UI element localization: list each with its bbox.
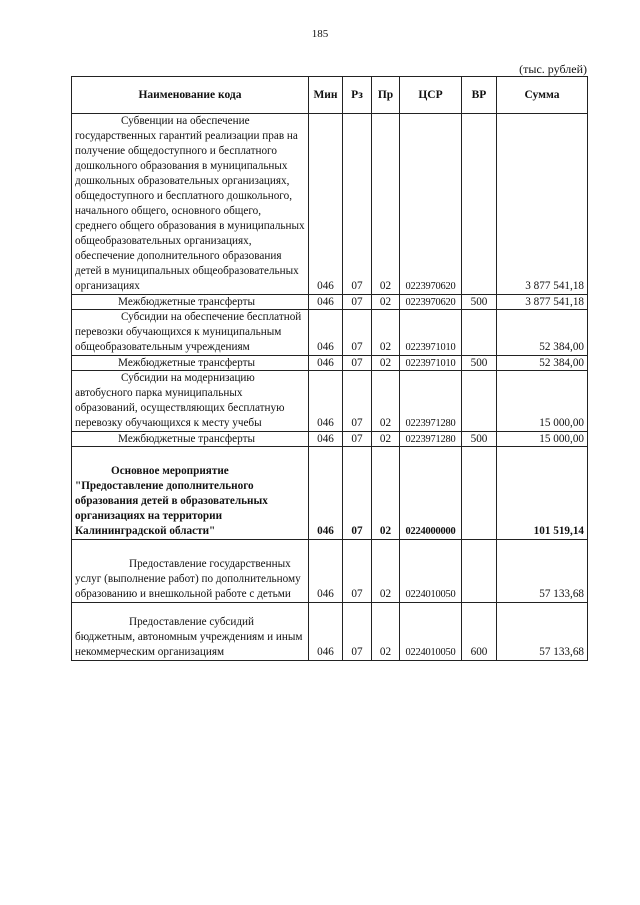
row-min: 046 [309,603,343,661]
row-rz: 07 [343,356,372,371]
row-sum: 57 133,68 [497,540,588,603]
row-min: 046 [309,371,343,432]
row-rz: 07 [343,371,372,432]
row-pr: 02 [372,295,400,310]
row-name: Предоставление государственных услуг (выполнение работ) по дополнительному образованию и внешкольной работе с детьми [72,540,309,603]
row-csr: 0223971280 [400,432,462,447]
header-vr: ВР [462,77,497,114]
row-min: 046 [309,432,343,447]
header-csr: ЦСР [400,77,462,114]
row-name: Межбюджетные трансферты [72,356,309,371]
row-sum: 57 133,68 [497,603,588,661]
table-row [72,310,588,356]
row-name: Субсидии на обеспечение бесплатной перевозки обучающихся к муниципальным общеобразовательным учреждениям [72,310,309,356]
row-name: Межбюджетные трансферты [72,295,309,310]
row-name: Субвенции на обеспечение государственных гарантий реализации прав на получение общедоступного и бесплатного дошкольного образования в муниципальных дошкольных образовательных организациях, общедоступного и бесплатного дошкольного, начального общего, основного общего, среднего общего образования в муниципальных общеобразовательных организациях, обеспечение дополнительного образования детей в муниципальных общеобразовательных организациях [72,114,309,295]
row-pr: 02 [372,447,400,540]
row-rz: 07 [343,310,372,356]
budget-table [71,76,588,661]
table-row [72,371,588,432]
row-pr: 02 [372,371,400,432]
row-rz: 07 [343,295,372,310]
table-row [72,540,588,603]
row-min: 046 [309,447,343,540]
row-name: Субсидии на модернизацию автобусного парка муниципальных образований, осуществляющих бесплатную перевозку обучающихся к месту учебы [72,371,309,432]
units-label: (тыс. рублей) [519,62,587,76]
row-min: 046 [309,114,343,295]
table-row [72,356,588,371]
row-vr: 500 [462,356,497,371]
row-sum: 52 384,00 [497,356,588,371]
row-vr [462,371,497,432]
row-sum: 15 000,00 [497,371,588,432]
header-name: Наименование кода [72,77,309,114]
row-vr [462,114,497,295]
row-name: Основное мероприятие "Предоставление дополнительного образования детей в образовательных организациях на территории Калининградской области" [72,447,309,540]
row-csr: 0224010050 [400,603,462,661]
table-row [72,295,588,310]
row-pr: 02 [372,356,400,371]
row-pr: 02 [372,310,400,356]
row-sum: 3 877 541,18 [497,114,588,295]
row-sum: 101 519,14 [497,447,588,540]
table-row [72,114,588,295]
row-min: 046 [309,540,343,603]
row-csr: 0223970620 [400,114,462,295]
row-csr: 0224000000 [400,447,462,540]
row-vr [462,540,497,603]
row-rz: 07 [343,432,372,447]
row-name: Предоставление субсидий бюджетным, автономным учреждениям и иным некоммерческим организациям [72,603,309,661]
row-csr: 0223971010 [400,310,462,356]
row-vr [462,447,497,540]
table-row [72,603,588,661]
row-csr: 0223971010 [400,356,462,371]
row-sum: 52 384,00 [497,310,588,356]
page-number: 185 [311,28,329,40]
table-row [72,432,588,447]
row-vr: 600 [462,603,497,661]
row-rz: 07 [343,603,372,661]
row-rz: 07 [343,447,372,540]
row-sum: 15 000,00 [497,432,588,447]
header-min: Мин [309,77,343,114]
row-csr: 0223971280 [400,371,462,432]
row-min: 046 [309,310,343,356]
row-pr: 02 [372,603,400,661]
table-header-row [72,77,588,114]
row-min: 046 [309,356,343,371]
row-pr: 02 [372,540,400,603]
row-name: Межбюджетные трансферты [72,432,309,447]
row-pr: 02 [372,432,400,447]
row-vr: 500 [462,432,497,447]
header-rz: Рз [343,77,372,114]
row-rz: 07 [343,114,372,295]
row-csr: 0223970620 [400,295,462,310]
row-vr: 500 [462,295,497,310]
row-min: 046 [309,295,343,310]
row-vr [462,310,497,356]
row-sum: 3 877 541,18 [497,295,588,310]
header-sum: Сумма [497,77,588,114]
header-pr: Пр [372,77,400,114]
row-rz: 07 [343,540,372,603]
row-pr: 02 [372,114,400,295]
row-csr: 0224010050 [400,540,462,603]
table-row [72,447,588,540]
